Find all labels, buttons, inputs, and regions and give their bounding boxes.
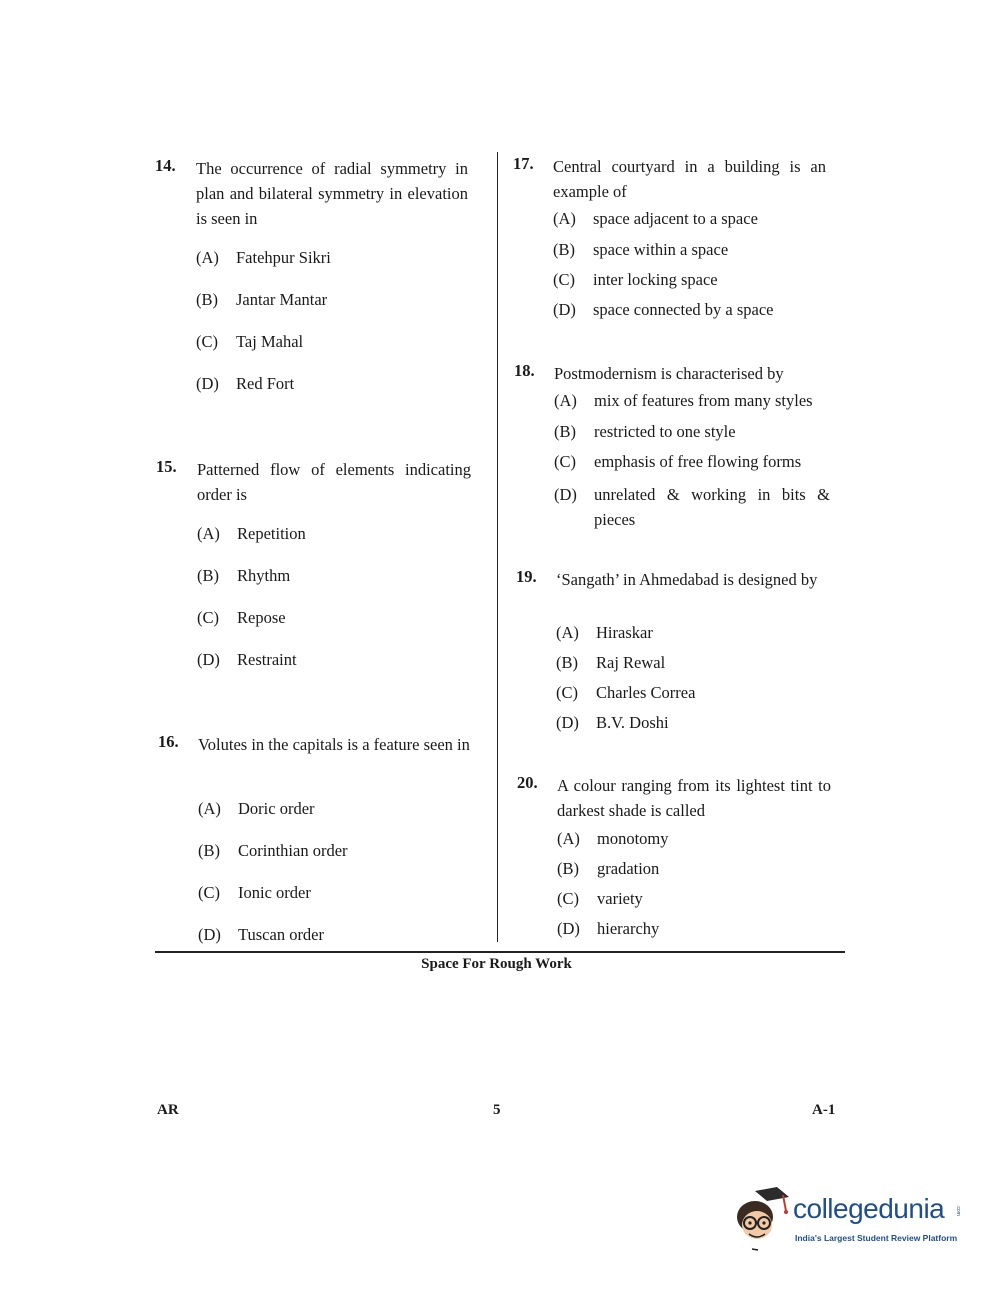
option-c: (C) inter locking space bbox=[553, 270, 718, 289]
option-a: (A) monotomy bbox=[557, 829, 669, 848]
question-text: Volutes in the capitals is a feature seen in bbox=[198, 735, 470, 754]
option-d: (D) Red Fort bbox=[196, 374, 295, 393]
question-text: The occurrence of radial symmetry in plan and bilateral symmetry in elevation is seen in bbox=[196, 159, 468, 228]
question-number: 18. bbox=[514, 361, 535, 380]
option-c: (C) Ionic order bbox=[198, 883, 311, 902]
question-number: 17. bbox=[513, 154, 534, 173]
mascot-icon bbox=[733, 1185, 793, 1255]
option-c: (C) Repose bbox=[197, 608, 286, 627]
question-text: ‘Sangath’ in Ahmedabad is designed by bbox=[556, 570, 818, 589]
option-b: (B) gradation bbox=[557, 859, 660, 878]
option-d: (D) space connected by a space bbox=[553, 300, 774, 319]
logo-tagline: India's Largest Student Review Platform bbox=[795, 1233, 958, 1243]
question-number: 20. bbox=[517, 773, 538, 792]
option-a: (A) Fatehpur Sikri bbox=[196, 248, 331, 267]
question-text: A colour ranging from its lightest tint to darkest shade is called bbox=[557, 776, 831, 820]
option-d: (D) Restraint bbox=[197, 650, 297, 669]
option-d: (D) hierarchy bbox=[557, 919, 660, 938]
footer-left: AR bbox=[157, 1102, 179, 1118]
option-a: (A) space adjacent to a space bbox=[553, 209, 758, 228]
option-d: (D) B.V. Doshi bbox=[556, 713, 669, 732]
question-number: 19. bbox=[516, 567, 537, 586]
option-b: (B) space within a space bbox=[553, 240, 729, 259]
option-b: (B) Rhythm bbox=[197, 566, 291, 585]
question-number: 15. bbox=[156, 457, 177, 476]
rough-work-label: Space For Rough Work bbox=[421, 956, 572, 972]
footer-right: A-1 bbox=[812, 1102, 836, 1118]
option-c: (C) Taj Mahal bbox=[196, 332, 304, 351]
logo-suffix: .com bbox=[955, 1205, 961, 1216]
question-number: 14. bbox=[155, 156, 176, 175]
option-d: (D) unrelated & working in bits & pieces bbox=[554, 485, 830, 529]
question-text: Patterned flow of elements indicating order is bbox=[197, 460, 471, 504]
option-b: (B) Corinthian order bbox=[198, 841, 348, 860]
question-text: Postmodernism is characterised by bbox=[554, 364, 784, 383]
question-text: Central courtyard in a building is an example of bbox=[553, 157, 826, 201]
option-c: (C) variety bbox=[557, 889, 643, 908]
section-rule bbox=[155, 951, 845, 953]
option-c: (C) emphasis of free flowing forms bbox=[554, 452, 802, 471]
option-d: (D) Tuscan order bbox=[198, 925, 325, 944]
logo-wordmark: collegedunia bbox=[793, 1193, 945, 1224]
option-b: (B) Raj Rewal bbox=[556, 653, 666, 672]
option-a: (A) Repetition bbox=[197, 524, 306, 543]
option-b: (B) Jantar Mantar bbox=[196, 290, 328, 309]
option-a: (A) mix of features from many styles bbox=[554, 391, 813, 410]
question-number: 16. bbox=[158, 732, 179, 751]
option-c: (C) Charles Correa bbox=[556, 683, 696, 702]
column-divider bbox=[497, 152, 498, 942]
collegedunia-logo bbox=[733, 1185, 963, 1255]
option-b: (B) restricted to one style bbox=[554, 422, 736, 441]
option-a: (A) Hiraskar bbox=[556, 623, 653, 642]
page-number: 5 bbox=[493, 1102, 501, 1118]
option-a: (A) Doric order bbox=[198, 799, 315, 818]
